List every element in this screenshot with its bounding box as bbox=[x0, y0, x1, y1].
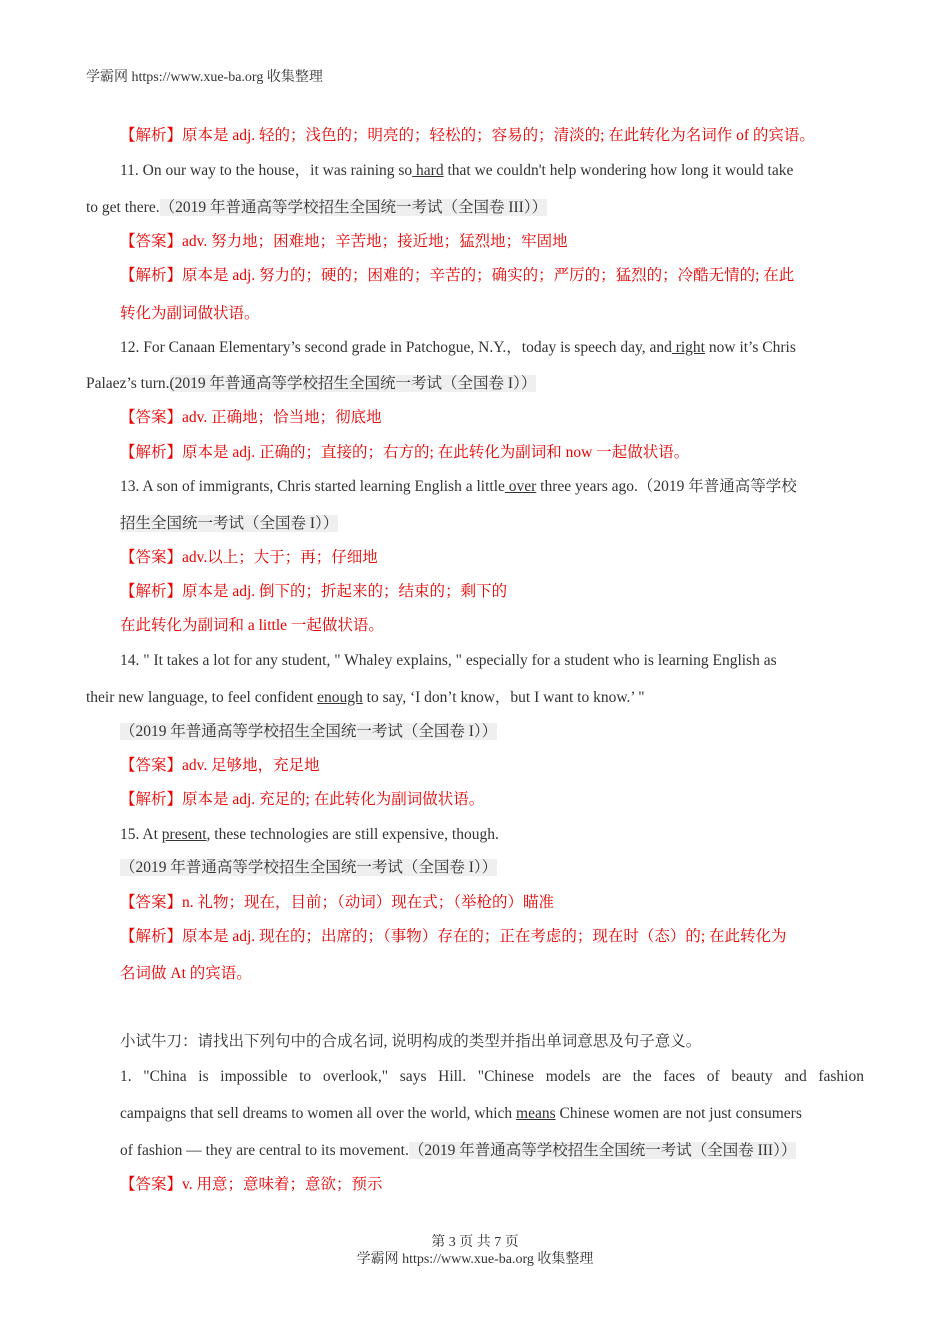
analysis-10: 【解析】原本是 adj. 轻的；浅色的；明亮的；轻松的；容易的；清淡的; 在此转化为名词作 of 的宾语。 bbox=[120, 127, 815, 144]
practice-answer-1: 【答案】v. 用意；意味着；意欲；预示 bbox=[120, 1176, 383, 1193]
analysis-13-line-2: 在此转化为副词和 a little 一起做状语。 bbox=[120, 617, 384, 634]
question-15-ref bbox=[120, 858, 497, 878]
key-word-means: means bbox=[516, 1105, 556, 1122]
question-15-line-1: 15. At present, these technologies are still expensive, though. bbox=[120, 826, 499, 843]
source-ref: （2019 年普通高等学校招生全国统一考试（全国卷 I）） bbox=[120, 859, 498, 876]
source-ref: （2019 年普通高等学校招生全国统一考试（全国卷 III）） bbox=[408, 1142, 797, 1159]
page-header: 学霸网 https://www.xue-ba.org 收集整理 bbox=[86, 70, 323, 85]
source-ref: （2019 年普通高等学校招生全国统一考试（全国卷 I）） bbox=[120, 723, 498, 740]
question-12-line-2: Palaez’s turn.(2019 年普通高等学校招生全国统一考试（全国卷 I）） bbox=[86, 375, 537, 392]
analysis-15-line-2: 名词做 At 的宾语。 bbox=[120, 965, 252, 982]
key-word-right: right bbox=[671, 339, 705, 356]
answer-15: 【答案】n. 礼物；现在，目前；（动词）现在式；（举枪的）瞄准 bbox=[120, 894, 555, 911]
page-footer-site: 学霸网 https://www.xue-ba.org 收集整理 bbox=[356, 1252, 594, 1267]
source-ref: （2019 年普通高等学校招生全国统一考试（全国卷 III）） bbox=[159, 199, 548, 216]
analysis-14: 【解析】原本是 adj. 充足的; 在此转化为副词做状语。 bbox=[120, 791, 485, 808]
source-ref: (2019 年普通高等学校招生全国统一考试（全国卷 I）） bbox=[169, 375, 537, 392]
key-word-present: present bbox=[161, 826, 207, 843]
key-word-hard: hard bbox=[412, 162, 444, 179]
answer-11: 【答案】adv. 努力地；困难地；辛苦地；接近地；猛烈地；牢固地 bbox=[120, 233, 568, 250]
analysis-13-line-1: 【解析】原本是 adj. 倒下的；折起来的；结束的；剩下的 bbox=[120, 583, 508, 600]
source-ref-part-2: 招生全国统一考试（全国卷 I）） bbox=[120, 515, 339, 532]
analysis-11-line-2: 转化为副词做状语。 bbox=[120, 305, 260, 322]
question-14-line-2: their new language, to feel confident enough to say, ‘I don’t know，but I want to know.’ " bbox=[86, 689, 645, 706]
answer-13: 【答案】adv.以上；大于；再；仔细地 bbox=[120, 549, 378, 566]
analysis-12: 【解析】原本是 adj. 正确的；直接的；右方的; 在此转化为副词和 now 一起做状语。 bbox=[120, 444, 690, 461]
practice-q1-line-1: 1. "China is impossible to overlook," says Hill. "Chinese models are the faces of beauty and fashion bbox=[120, 1068, 864, 1085]
practice-title: 小试牛刀：请找出下列句中的合成名词, 说明构成的类型并指出单词意思及句子意义。 bbox=[120, 1033, 702, 1050]
question-11-line-1: 11. On our way to the house，it was raining so hard that we couldn't help wondering how long it would take bbox=[120, 162, 794, 179]
key-word-over: over bbox=[504, 478, 537, 495]
answer-12: 【答案】adv. 正确地；恰当地；彻底地 bbox=[120, 409, 382, 426]
question-13-line-2 bbox=[120, 514, 338, 534]
question-14-ref bbox=[120, 722, 497, 742]
answer-14: 【答案】adv. 足够地，充足地 bbox=[120, 757, 320, 774]
question-13-line-1: 13. A son of immigrants, Chris started learning English a little over three years ago.（2019 年普通高等学校 bbox=[120, 478, 797, 495]
page-number: 第 3 页 共 7 页 bbox=[431, 1235, 519, 1250]
source-ref-part-1: （2019 年普通高等学校 bbox=[637, 478, 797, 495]
practice-q1-line-3: of fashion — they are central to its movement.（2019 年普通高等学校招生全国统一考试（全国卷 III）） bbox=[120, 1142, 797, 1159]
question-14-line-1: 14. " It takes a lot for any student, " Whaley explains, " especially for a student who is learning English as bbox=[120, 652, 777, 669]
practice-q1-line-2: campaigns that sell dreams to women all over the world, which means Chinese women are not just consumers bbox=[120, 1105, 802, 1122]
key-word-enough: enough bbox=[317, 689, 363, 706]
question-12-line-1: 12. For Canaan Elementary’s second grade in Patchogue, N.Y.，today is speech day, and right now it’s Chris bbox=[120, 339, 796, 356]
question-11-line-2: to get there.（2019 年普通高等学校招生全国统一考试（全国卷 III）） bbox=[86, 199, 548, 216]
analysis-11-line-1: 【解析】原本是 adj. 努力的；硬的；困难的；辛苦的；确实的；严厉的；猛烈的；冷酷无情的; 在此 bbox=[120, 267, 795, 284]
analysis-15-line-1: 【解析】原本是 adj. 现在的；出席的；（事物）存在的；正在考虑的；现在时（态）的; 在此转化为 bbox=[120, 928, 787, 945]
